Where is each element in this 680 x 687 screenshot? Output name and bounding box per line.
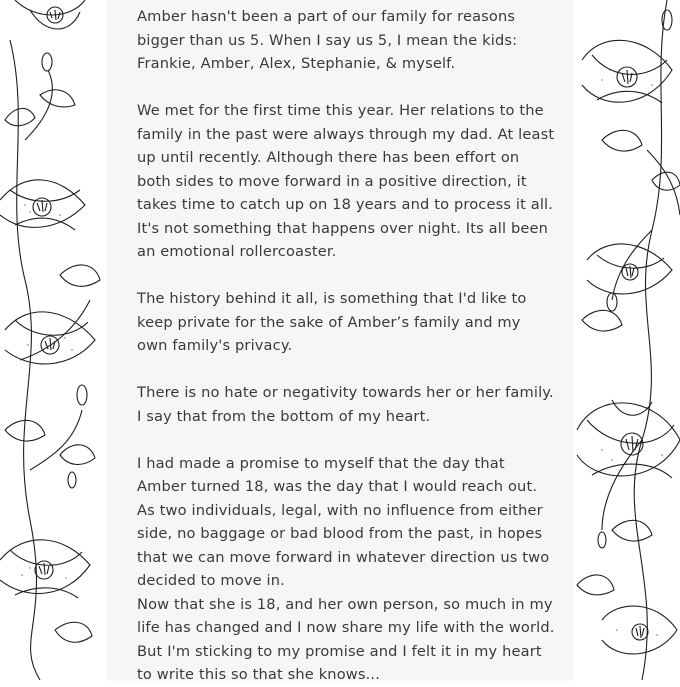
text-line: bigger than us 5. When I say us 5, I mean the kids: [137, 31, 518, 49]
text-line: an emotional rollercoaster. [137, 243, 337, 260]
magnolia-flower-icon [15, 0, 85, 29]
magnolia-flower-icon [582, 40, 672, 103]
text-line: We met for the first time this year. Her relations to the [137, 102, 544, 119]
paragraph [137, 99, 567, 264]
text-line: There is no hate or negativity towards her or her family. [137, 384, 554, 401]
magnolia-flower-icon [577, 400, 680, 478]
text-line: life has changed and I now share my life with the world. [137, 619, 555, 636]
text-line: Frankie, Amber, Alex, Stephanie, & myself. [137, 55, 456, 72]
text-line: own family's privacy. [137, 337, 293, 354]
note-paper [107, 0, 572, 683]
magnolia-flower-icon [0, 180, 85, 230]
text-line: keep private for the sake of Amber’s family and my [137, 313, 521, 331]
text-line: But I'm sticking to my promise and I felt it in my heart [137, 642, 542, 660]
text-line: both sides to move forward in a positive direction, it [137, 172, 527, 190]
text-line: Amber hasn't been a part of our family for reasons [137, 8, 516, 25]
floral-border-right [572, 0, 680, 680]
paragraph [137, 593, 567, 687]
text-line: takes time to catch up on 18 years and to process it all. [137, 196, 554, 213]
text-line: Amber turned 18, was the day that I would reach out. [137, 478, 538, 495]
paragraph [137, 381, 567, 428]
magnolia-flower-icon [587, 244, 672, 294]
paragraph [137, 5, 567, 76]
paragraph [137, 452, 567, 593]
text-line: As two individuals, legal, with no influence from either [137, 501, 543, 519]
text-line: The history behind it all, is something that I'd like to [137, 290, 527, 307]
text-line: I had made a promise to myself that the day that [137, 454, 505, 472]
paragraph [137, 287, 567, 358]
magnolia-flower-icon [5, 312, 95, 364]
note-body [137, 5, 567, 687]
text-line: side, no baggage or bad blood from the past, in hopes [137, 525, 543, 542]
text-line: up until recently. Although there has been effort on [137, 149, 520, 166]
floral-border-left [0, 0, 110, 680]
text-line: family in the past were always through my dad. At least [137, 125, 555, 143]
text-line: Now that she is 18, and her own person, so much in my [137, 595, 553, 613]
text-line: It's not something that happens over night. Its all been [137, 219, 549, 237]
text-line: that we can move forward in whatever direction us two [137, 548, 550, 566]
text-line: I say that from the bottom of my heart. [137, 407, 431, 425]
magnolia-flower-icon [602, 606, 677, 654]
text-line: to write this so that she knows... [137, 666, 380, 683]
text-line: decided to move in. [137, 572, 285, 589]
magnolia-flower-icon [0, 540, 90, 598]
